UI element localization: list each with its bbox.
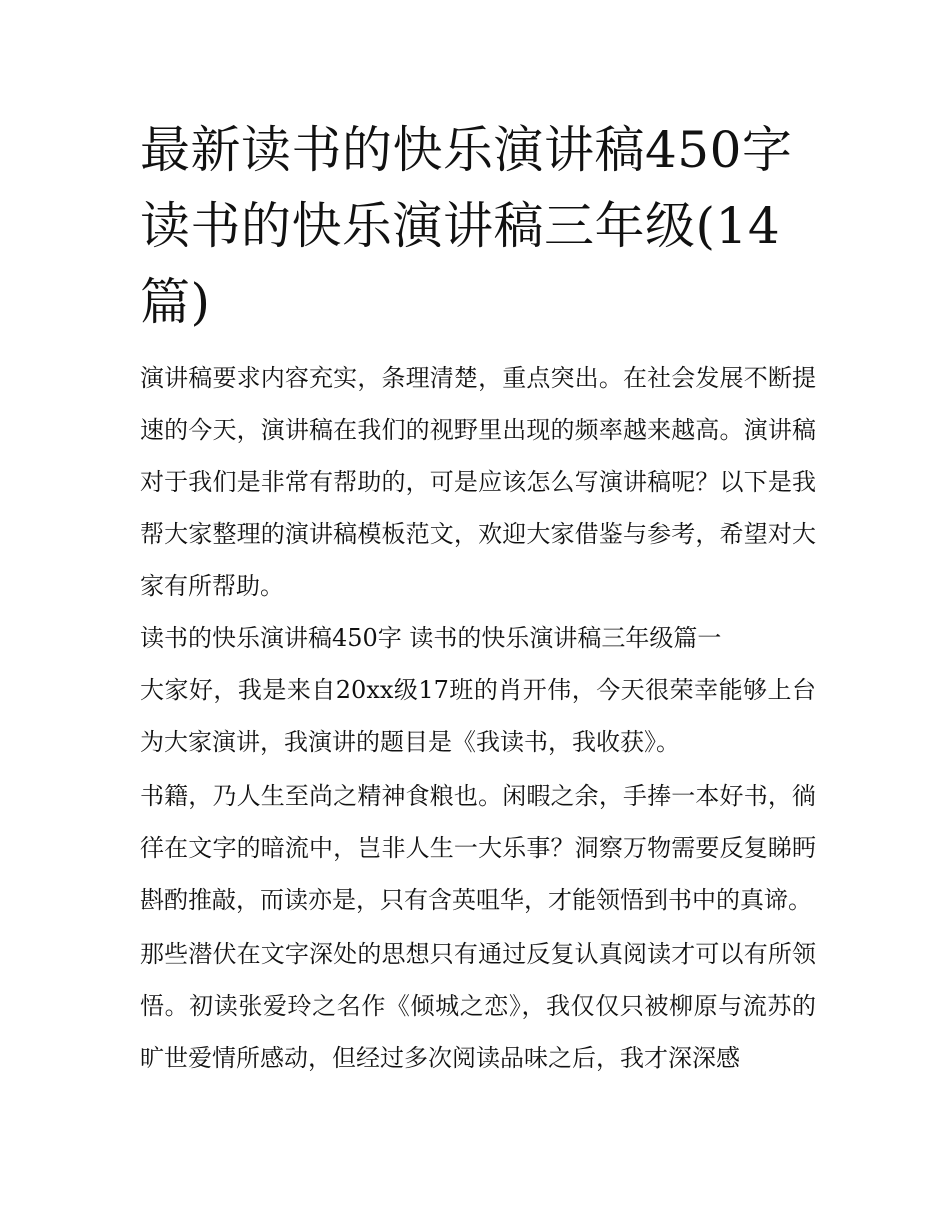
intro-paragraph: 演讲稿要求内容充实，条理清楚，重点突出。在社会发展不断提速的今天，演讲稿在我们的视野里出现的频率越来越高。演讲稿对于我们是非常有帮助的，可是应该怎么写演讲稿呢？以下是我帮大家整理的演讲稿模板范文，欢迎大家借鉴与参考，希望对大家有所帮助。 <box>140 364 816 600</box>
body-paragraph: 那些潜伏在文字深处的思想只有通过反复认真阅读才可以有所领悟。初读张爱玲之名作《倾城之恋》，我仅仅只被柳原与流苏的旷世爱情所感动，但经过多次阅读品味之后，我才深深感 <box>140 940 816 1072</box>
title-line-3: 篇) <box>140 273 211 331</box>
section-heading: 读书的快乐演讲稿450字 读书的快乐演讲稿三年级篇一 <box>140 624 722 652</box>
document-title <box>140 112 820 340</box>
body-paragraph: 大家好，我是来自20xx级17班的肖开伟，今天很荣幸能够上台为大家演讲，我演讲的题目是《我读书，我收获》。 <box>140 676 816 756</box>
body-paragraph: 书籍，乃人生至尚之精神食粮也。闲暇之余，手捧一本好书，徜徉在文字的暗流中，岂非人生一大乐事？洞察万物需要反复睇眄斟酌推敲，而读亦是，只有含英咀华，才能领悟到书中的真谛。 <box>140 782 816 914</box>
title-line-2: 读书的快乐演讲稿三年级(14 <box>140 197 781 255</box>
document-body <box>140 352 816 1084</box>
title-line-1: 最新读书的快乐演讲稿450字 <box>140 121 793 179</box>
